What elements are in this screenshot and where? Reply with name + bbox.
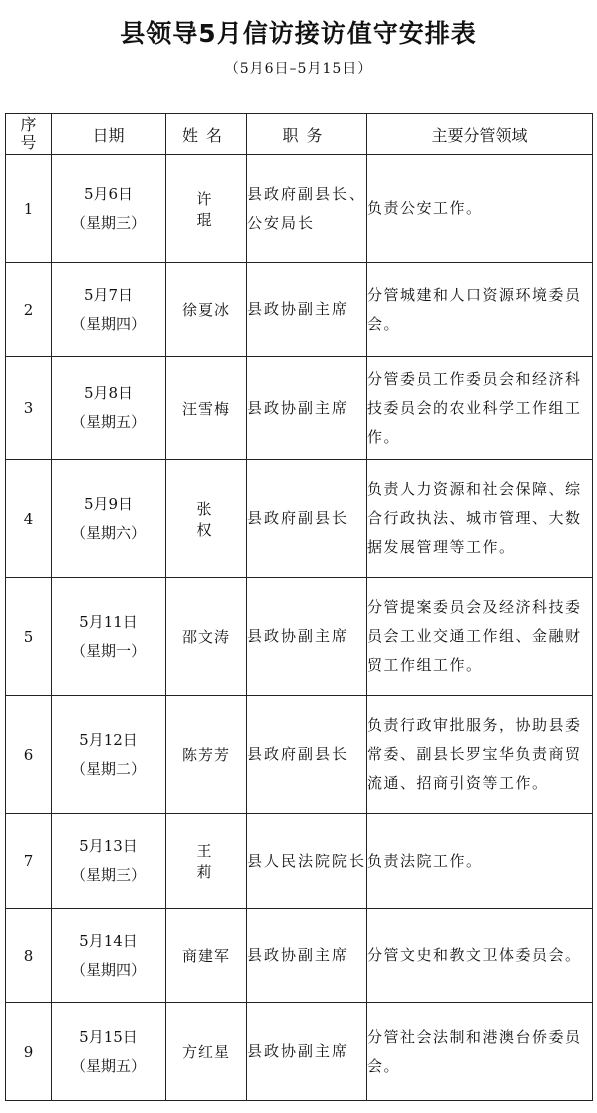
cell-area: 负责行政审批服务，协助县委常委、副县长罗宝华负责商贸流通、招商引资等工作。 — [367, 696, 593, 814]
weekday-text: （星期六） — [70, 523, 146, 542]
date-text: 5月15日 — [79, 1027, 138, 1046]
weekday-text: （星期一） — [70, 641, 146, 660]
cell-position: 县政府副县长 — [247, 696, 367, 814]
cell-seq: 6 — [6, 696, 52, 814]
page-title: 县领导5月信访接访值守安排表 — [120, 19, 477, 48]
cell-name: 许 琨 — [166, 155, 247, 263]
cell-seq: 4 — [6, 460, 52, 578]
date-text: 5月9日 — [83, 494, 134, 513]
cell-seq: 2 — [6, 263, 52, 357]
cell-date — [52, 357, 166, 460]
cell-name: 王 莉 — [166, 814, 247, 909]
cell-name: 商建军 — [166, 909, 247, 1003]
cell-area: 分管城建和人口资源环境委员会。 — [367, 263, 593, 357]
weekday-text: （星期二） — [70, 759, 146, 778]
header-date: 日期 — [52, 114, 166, 155]
cell-date — [52, 263, 166, 357]
cell-name: 汪雪梅 — [166, 357, 247, 460]
table-row — [6, 1003, 593, 1101]
header-name: 姓名 — [166, 114, 247, 155]
cell-position: 县政协副主席 — [247, 357, 367, 460]
date-text: 5月7日 — [83, 285, 134, 304]
cell-date — [52, 578, 166, 696]
weekday-text: （星期四） — [70, 960, 146, 979]
table-row — [6, 357, 593, 460]
cell-area: 分管文史和教文卫体委员会。 — [367, 909, 593, 1003]
cell-date — [52, 155, 166, 263]
cell-date — [52, 814, 166, 909]
header-seq: 序号 — [6, 114, 52, 155]
date-text: 5月12日 — [79, 730, 138, 749]
cell-position: 县政协副主席 — [247, 1003, 367, 1101]
date-range-subtitle: （5月6日–5月15日） — [224, 61, 373, 77]
cell-date — [52, 909, 166, 1003]
cell-position: 县政协副主席 — [247, 578, 367, 696]
cell-area: 负责人力资源和社会保障、综合行政执法、城市管理、大数据发展管理等工作。 — [367, 460, 593, 578]
date-text: 5月14日 — [79, 931, 138, 950]
cell-name: 徐夏冰 — [166, 263, 247, 357]
cell-position: 县政协副主席 — [247, 263, 367, 357]
cell-name: 陈芳芳 — [166, 696, 247, 814]
table-row — [6, 460, 593, 578]
cell-date — [52, 696, 166, 814]
cell-position: 县政协副主席 — [247, 909, 367, 1003]
cell-area: 分管委员工作委员会和经济科技委员会的农业科学工作组工作。 — [367, 357, 593, 460]
table-row — [6, 909, 593, 1003]
cell-seq: 5 — [6, 578, 52, 696]
weekday-text: （星期四） — [70, 314, 146, 333]
cell-area: 负责法院工作。 — [367, 814, 593, 909]
weekday-text: （星期三） — [70, 866, 146, 884]
cell-name: 邵文涛 — [166, 578, 247, 696]
header-row — [6, 114, 593, 155]
cell-seq: 3 — [6, 357, 52, 460]
cell-area: 分管提案委员会及经济科技委员会工业交通工作组、金融财贸工作组工作。 — [367, 578, 593, 696]
header-position: 职务 — [247, 114, 367, 155]
table-row — [6, 696, 593, 814]
header-area: 主要分管领域 — [367, 114, 593, 155]
cell-seq: 8 — [6, 909, 52, 1003]
weekday-text: （星期三） — [70, 213, 146, 232]
cell-date — [52, 460, 166, 578]
cell-seq: 9 — [6, 1003, 52, 1101]
date-text: 5月8日 — [83, 384, 134, 402]
date-text: 5月13日 — [79, 837, 138, 855]
cell-area: 分管社会法制和港澳台侨委员会。 — [367, 1003, 593, 1101]
cell-position: 县政府副县长、公安局长 — [247, 155, 367, 263]
cell-position: 县政府副县长 — [247, 460, 367, 578]
cell-name: 方红星 — [166, 1003, 247, 1101]
weekday-text: （星期五） — [70, 1056, 146, 1075]
table-row — [6, 814, 593, 909]
duty-schedule-table — [5, 113, 593, 1101]
cell-name: 张 权 — [166, 460, 247, 578]
cell-date — [52, 1003, 166, 1101]
table-row — [6, 155, 593, 263]
table-row — [6, 263, 593, 357]
table-row — [6, 578, 593, 696]
cell-seq: 1 — [6, 155, 52, 263]
cell-position: 县人民法院院长 — [247, 814, 367, 909]
cell-seq: 7 — [6, 814, 52, 909]
date-text: 5月11日 — [79, 612, 138, 631]
cell-area: 负责公安工作。 — [367, 155, 593, 263]
weekday-text: （星期五） — [70, 413, 146, 431]
date-text: 5月6日 — [83, 184, 134, 203]
